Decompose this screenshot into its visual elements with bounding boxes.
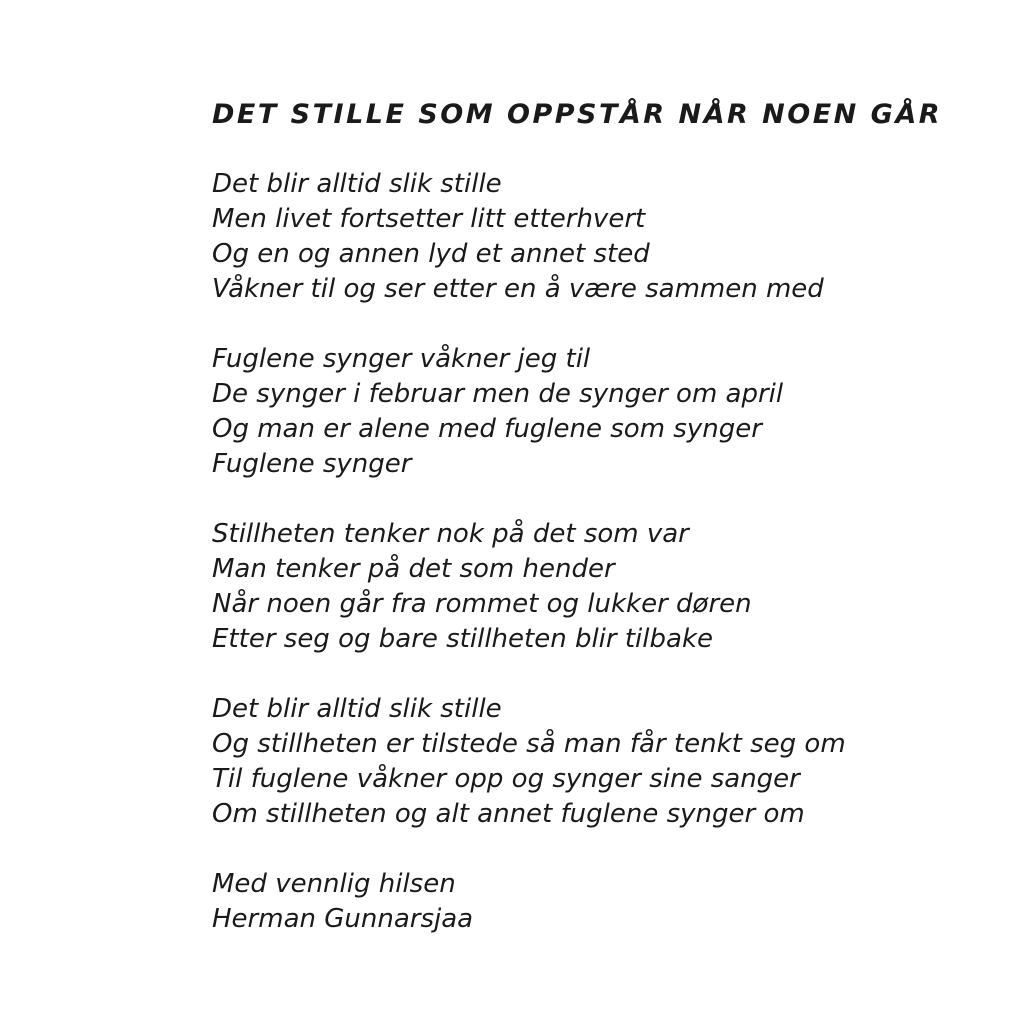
- poem-line: Etter seg og bare stillheten blir tilbake: [212, 624, 713, 654]
- poem-line: Til fuglene våkner opp og synger sine sanger: [212, 764, 800, 794]
- poem-stanza-1: [212, 167, 984, 307]
- poem-line: De synger i februar men de synger om april: [212, 379, 784, 409]
- poem-line: Og man er alene med fuglene som synger: [212, 414, 762, 444]
- poem-signature: [212, 867, 984, 937]
- poem-line: Men livet fortsetter litt etterhvert: [212, 204, 646, 234]
- poem-line: Fuglene synger: [212, 449, 412, 479]
- poem-stanza-2: [212, 342, 984, 482]
- poem-stanza-4: [212, 692, 984, 832]
- poem-line: Våkner til og ser etter en å være sammen med: [212, 274, 824, 304]
- poem-line: Når noen går fra rommet og lukker døren: [212, 589, 752, 619]
- poem-line: Om stillheten og alt annet fuglene synger om: [212, 799, 805, 829]
- poem-line: Og stillheten er tilstede så man får tenkt seg om: [212, 729, 846, 759]
- poem-title: DET STILLE SOM OPPSTÅR NÅR NOEN GÅR: [212, 99, 943, 130]
- poem-line: Det blir alltid slik stille: [212, 169, 502, 199]
- poem-line: Det blir alltid slik stille: [212, 694, 502, 724]
- closing-author-name: Herman Gunnarsjaa: [212, 904, 474, 934]
- poem-line: Man tenker på det som hender: [212, 554, 615, 584]
- poem-stanza-3: [212, 517, 984, 657]
- poem-line: Fuglene synger våkner jeg til: [212, 344, 591, 374]
- closing-salutation: Med vennlig hilsen: [212, 869, 456, 899]
- poem-line: Stillheten tenker nok på det som var: [212, 519, 689, 549]
- poem-line: Og en og annen lyd et annet sted: [212, 239, 650, 269]
